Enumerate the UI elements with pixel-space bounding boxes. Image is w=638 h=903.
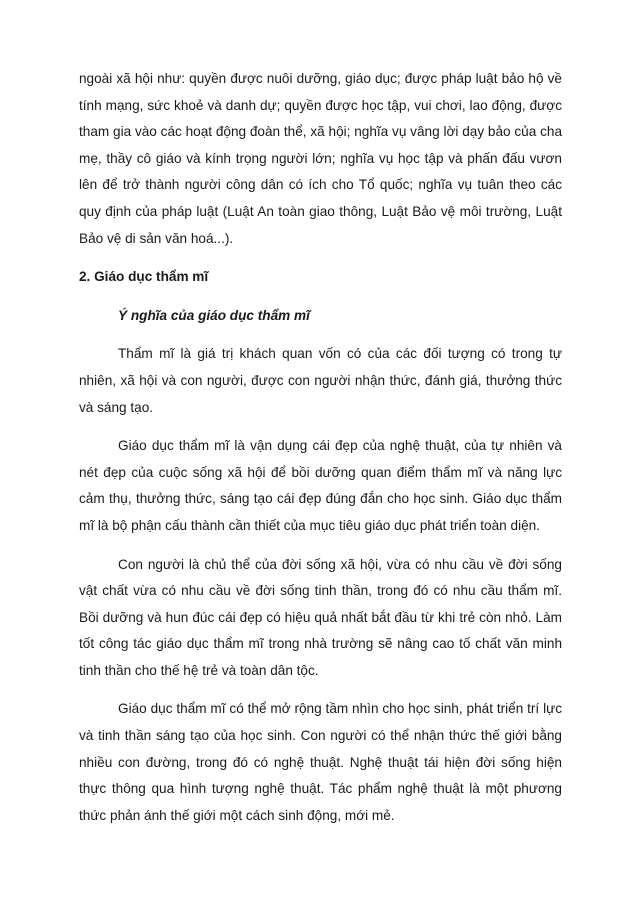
paragraph-4: Giáo dục thẩm mĩ có thể mở rộng tầm nhìn cho học sinh, phát triển trí lực và tinh thần sáng tạo của học sinh. Con người có thể nhận thức thế giới bằng nhiều con đường, trong đó có nghệ thuật. Nghệ thuật tái hiện đời sống hiện thực thông qua hình tượng nghệ thuật. Tác phẩm nghệ thuật là một phương thức phản ánh thế giới một cách sinh động, mới mẻ.: [79, 701, 562, 823]
paragraph-3: Con người là chủ thể của đời sống xã hội, vừa có nhu cầu về đời sống vật chất vừa có nhu cầu về đời sống tinh thần, trong đó có nhu cầu thẩm mĩ. Bồi dưỡng và hun đúc cái đẹp có hiệu quả nhất bắt đầu từ khi trẻ còn nhỏ. Làm tốt công tác giáo dục thẩm mĩ trong nhà trường sẽ nâng cao tố chất văn minh tinh thần cho thế hệ trẻ và toàn dân tộc.: [79, 556, 562, 678]
section-heading: 2. Giáo dục thẩm mĩ: [79, 269, 209, 285]
subsection-heading: Ý nghĩa của giáo dục thẩm mĩ: [118, 307, 310, 323]
paragraph-2: Giáo dục thẩm mĩ là vận dụng cái đẹp của nghệ thuật, của tự nhiên và nét đẹp của cuộc sống xã hội để bồi dưỡng quan điểm thẩm mĩ và năng lực cảm thụ, thưởng thức, sáng tạo cái đẹp đúng đắn cho học sinh. Giáo dục thẩm mĩ là bộ phận cấu thành cần thiết của mục tiêu giáo dục phát triển toàn diện.: [79, 438, 562, 533]
document-body: [79, 66, 562, 841]
continuation-paragraph: ngoài xã hội như: quyền được nuôi dưỡng, giáo dục; được pháp luật bảo hộ về tính mạng, sức khoẻ và danh dự; quyền được học tập, vui chơi, lao động, được tham gia vào các hoạt động đoàn thể, xã hội; nghĩa vụ vâng lời dạy bảo của cha mẹ, thầy cô giáo và kính trọng người lớn; nghĩa vụ học tập và phấn đấu vươn lên để trở thành người công dân có ích cho Tổ quốc; nghĩa vụ tuân theo các quy định của pháp luật (Luật An toàn giao thông, Luật Bảo vệ môi trường, Luật Bảo vệ di sản văn hoá...).: [79, 71, 562, 246]
paragraph-1: Thẩm mĩ là giá trị khách quan vốn có của các đối tượng có trong tự nhiên, xã hội và con người, được con người nhận thức, đánh giá, thưởng thức và sáng tạo.: [79, 346, 562, 415]
